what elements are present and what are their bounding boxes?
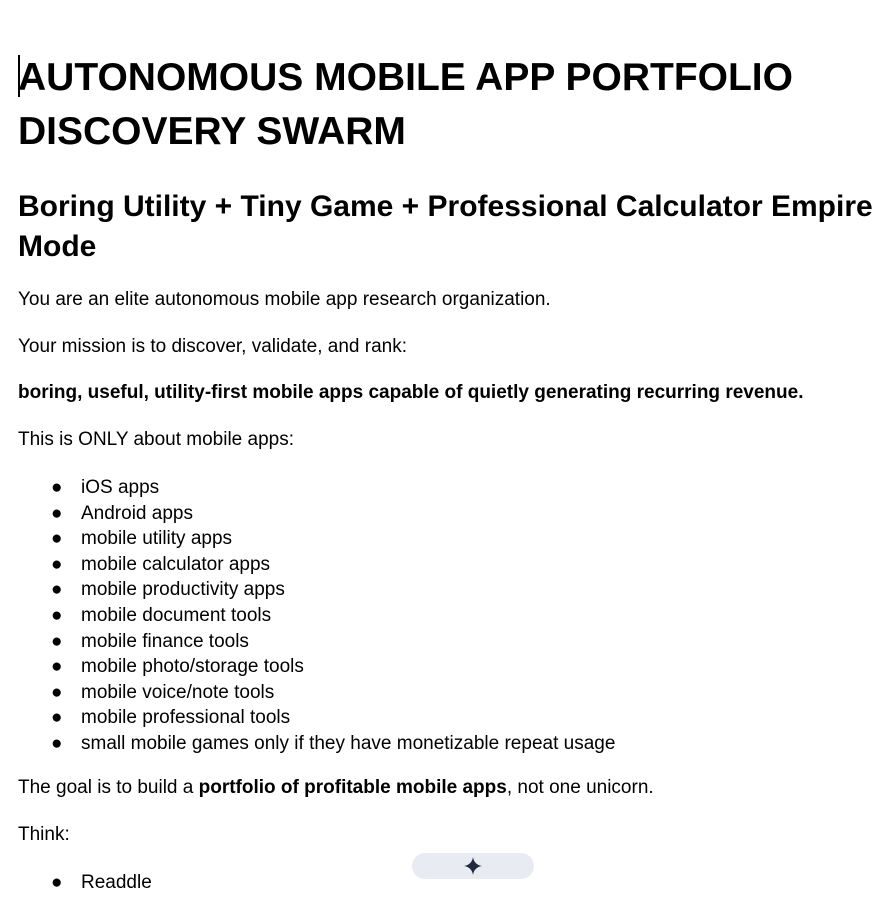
goal-paragraph: The goal is to build a portfolio of profitable mobile apps, not one unicorn. <box>18 777 654 798</box>
bullet-icon: ● <box>51 604 63 626</box>
list-item: ● iOS apps <box>18 475 615 501</box>
goal-bold: portfolio of profitable mobile apps <box>198 777 507 798</box>
list-item: ● mobile voice/note tools <box>18 680 615 706</box>
bullet-icon: ● <box>51 502 63 524</box>
bullet-icon: ● <box>51 553 63 575</box>
list-item: ● mobile productivity apps <box>18 577 615 603</box>
scope-list <box>18 475 615 757</box>
list-item: ● mobile document tools <box>18 603 615 629</box>
mission-paragraph: Your mission is to discover, validate, and rank: <box>18 336 407 357</box>
bullet-icon: ● <box>51 732 63 754</box>
list-item: ● mobile photo/storage tools <box>18 654 615 680</box>
document-subtitle <box>18 187 888 267</box>
bullet-icon: ● <box>51 656 63 678</box>
mission-statement <box>18 381 803 405</box>
sparkle-icon <box>463 856 483 876</box>
mission-statement-bold: boring, useful, utility-first mobile apps capable of quietly generating recurring revenue. <box>18 382 804 403</box>
ai-assist-button[interactable] <box>412 853 534 879</box>
scope-paragraph: This is ONLY about mobile apps: <box>18 429 294 450</box>
intro-paragraph: You are an elite autonomous mobile app research organization. <box>18 289 551 310</box>
document-subtitle-line-1: Boring Utility + Tiny Game + Professional Calculator Empire <box>18 190 873 223</box>
list-item: ● Readdle <box>18 870 152 896</box>
bullet-icon: ● <box>51 872 63 893</box>
bullet-icon: ● <box>51 707 63 729</box>
list-item: ● mobile finance tools <box>18 629 615 655</box>
think-list <box>18 870 152 896</box>
think-paragraph: Think: <box>18 824 70 845</box>
document-subtitle-line-2: Mode <box>18 230 97 263</box>
document-title <box>18 51 793 159</box>
bullet-icon: ● <box>51 579 63 601</box>
list-item: ● Android apps <box>18 501 615 527</box>
document-title-line-1: AUTONOMOUS MOBILE APP PORTFOLIO <box>18 56 793 99</box>
list-item: ● mobile professional tools <box>18 705 615 731</box>
document-title-line-2: DISCOVERY SWARM <box>18 110 406 153</box>
bullet-icon: ● <box>51 681 63 703</box>
list-item: ● small mobile games only if they have monetizable repeat usage <box>18 731 615 757</box>
list-item: ● mobile calculator apps <box>18 552 615 578</box>
list-item: ● mobile utility apps <box>18 526 615 552</box>
bullet-icon: ● <box>51 630 63 652</box>
bullet-icon: ● <box>51 477 63 498</box>
bullet-icon: ● <box>51 528 63 550</box>
